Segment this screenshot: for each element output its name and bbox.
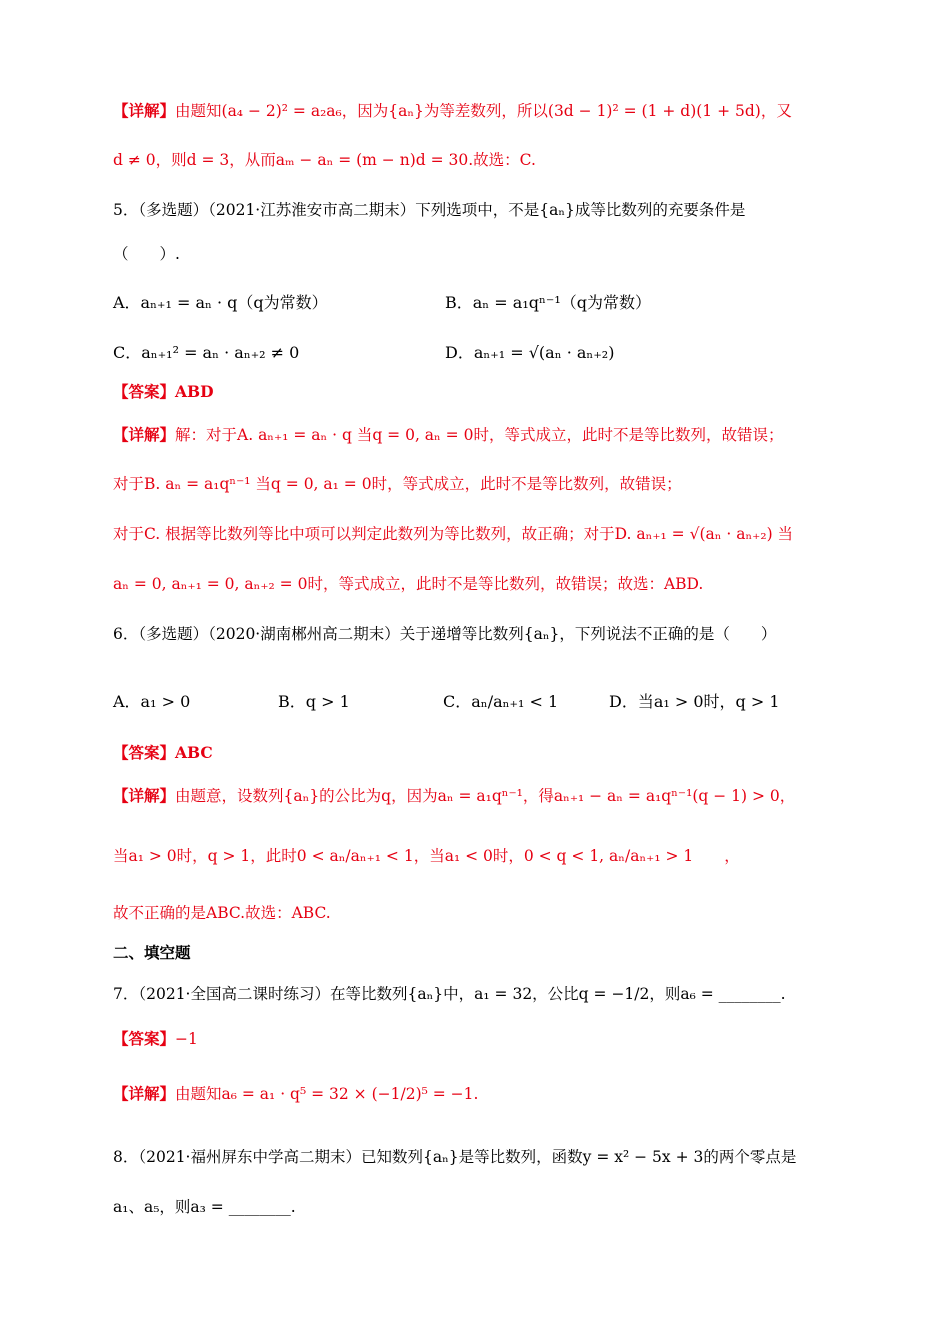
q5-explanation-line-4: aₙ = 0, aₙ₊₁ = 0, aₙ₊₂ = 0时，等式成立，此时不是等比数列，故错误；故选：ABD. — [113, 575, 704, 593]
q5-explanation-line-2: 对于B. aₙ = a₁qⁿ⁻¹ 当q = 0, a₁ = 0时，等式成立，此时不是等比数列，故错误； — [113, 475, 682, 493]
q6-option-c: C．aₙ/aₙ₊₁ < 1 — [443, 692, 559, 711]
explanation-tag: 【详解】 — [113, 101, 176, 120]
q5-answer: 【答案】ABD — [113, 382, 214, 401]
q6-title: 6．（多选题）（2020·湖南郴州高二期末）关于递增等比数列{aₙ}，下列说法不正确的是（ ） — [113, 625, 777, 643]
explanation-tag: 【详解】 — [113, 425, 176, 444]
q6-explanation-line-2: 当a₁ > 0时，q > 1，此时0 < aₙ/aₙ₊₁ < 1，当a₁ < 0时，0 < q < 1, aₙ/aₙ₊₁ > 1 ， — [113, 847, 740, 865]
q5-option-b: B．aₙ = a₁qⁿ⁻¹（q为常数） — [445, 293, 652, 312]
q5-title: 5．（多选题）（2021·江苏淮安市高二期末）下列选项中，不是{aₙ}成等比数列的充要条件是 — [113, 201, 746, 219]
q7-answer: 【答案】−1 — [113, 1029, 198, 1048]
q5-option-d: D．aₙ₊₁ = √(aₙ · aₙ₊₂) — [445, 343, 615, 362]
q8-blank-line: a₁、a₅，则a₃ = ________. — [113, 1198, 296, 1216]
q7-title: 7．（2021·全国高二课时练习）在等比数列{aₙ}中，a₁ = 32，公比q = −1/2，则a₆ = ________. — [113, 985, 786, 1003]
q5-option-a: A．aₙ₊₁ = aₙ · q（q为常数） — [113, 293, 328, 312]
q5-blank: （ ）. — [113, 245, 180, 263]
q6-explanation-line-1: 【详解】由题意，设数列{aₙ}的公比为q，因为aₙ = a₁qⁿ⁻¹，得aₙ₊₁ − aₙ = a₁qⁿ⁻¹(q − 1) > 0， — [113, 786, 796, 805]
answer-tag: 【答案】 — [113, 382, 176, 401]
q4-explanation-line-2: d ≠ 0，则d = 3，从而aₘ − aₙ = (m − n)d = 30.故选：C. — [113, 151, 536, 169]
q6-option-b: B．q > 1 — [278, 692, 350, 711]
q5-explanation-line-1: 【详解】解：对于A. aₙ₊₁ = aₙ · q 当q = 0, aₙ = 0时，等式成立，此时不是等比数列，故错误； — [113, 425, 784, 444]
q5-option-c: C．aₙ₊₁² = aₙ · aₙ₊₂ ≠ 0 — [113, 343, 300, 362]
q6-option-d: D．当a₁ > 0时，q > 1 — [609, 692, 780, 711]
q6-option-a: A．a₁ > 0 — [113, 692, 191, 711]
explanation-tag: 【详解】 — [113, 786, 176, 805]
answer-tag: 【答案】 — [113, 1029, 176, 1048]
q4-explanation-line-1: 【详解】由题知(a₄ − 2)² = a₂a₆，因为{aₙ}为等差数列，所以(3d − 1)² = (1 + d)(1 + 5d)，又 — [113, 101, 792, 120]
q7-explanation: 【详解】由题知a₆ = a₁ · q⁵ = 32 × (−1/2)⁵ = −1. — [113, 1084, 479, 1103]
q6-explanation-line-3: 故不正确的是ABC.故选：ABC. — [113, 904, 331, 922]
q5-explanation-line-3: 对于C. 根据等比数列等比中项可以判定此数列为等比数列，故正确；对于D. aₙ₊₁ = √(aₙ · aₙ₊₂) 当 — [113, 525, 794, 543]
section-heading: 二、填空题 — [113, 943, 191, 962]
q6-answer: 【答案】ABC — [113, 743, 213, 762]
answer-tag: 【答案】 — [113, 743, 176, 762]
explanation-tag: 【详解】 — [113, 1084, 176, 1103]
q8-title: 8．（2021·福州屏东中学高二期末）已知数列{aₙ}是等比数列，函数y = x² − 5x + 3的两个零点是 — [113, 1148, 797, 1166]
